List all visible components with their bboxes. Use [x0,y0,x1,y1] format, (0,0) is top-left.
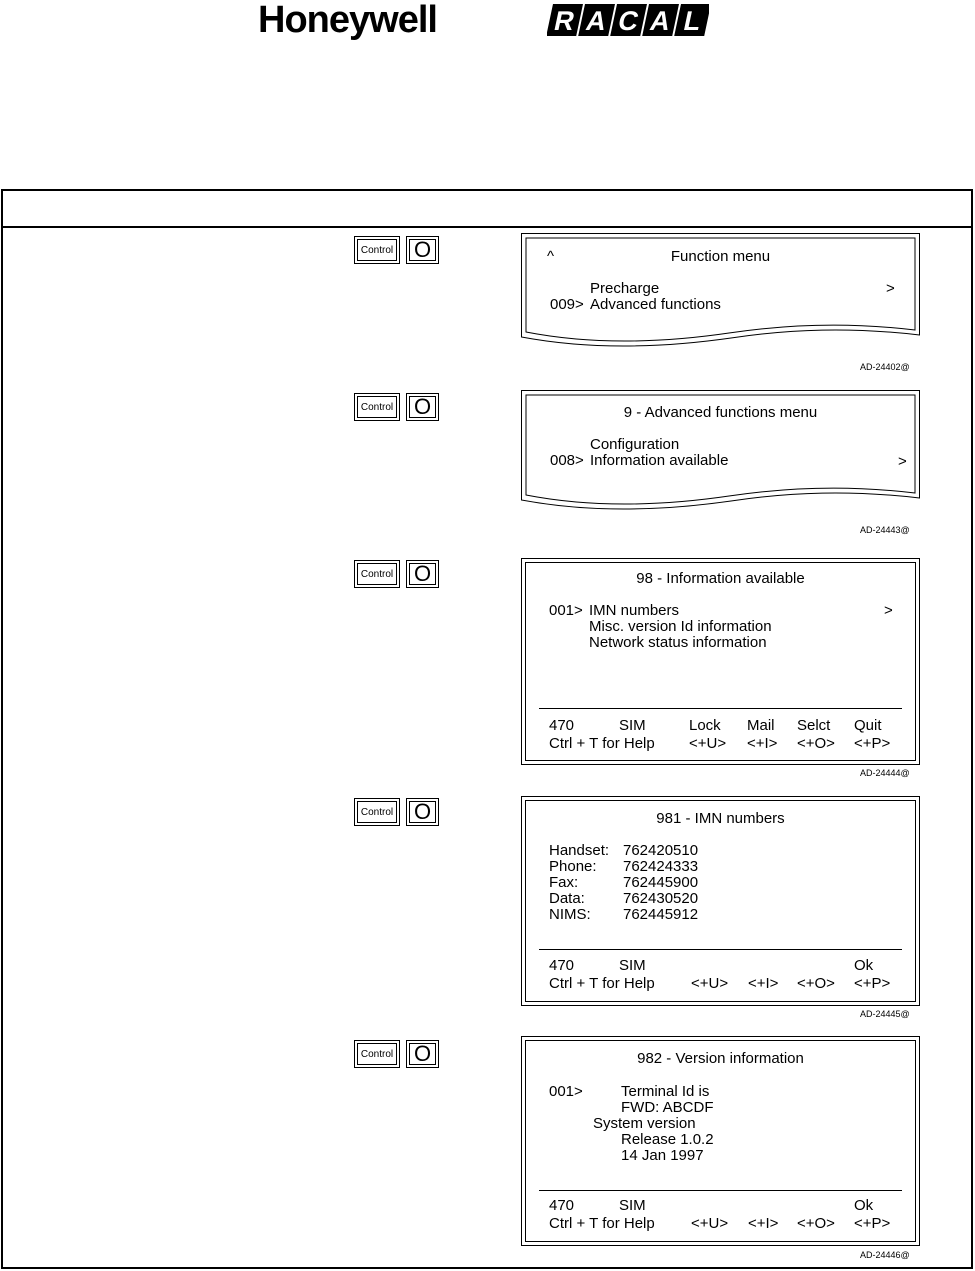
imn-value: 762445900 [623,874,699,891]
control-key: Control [354,560,400,588]
submenu-arrow: > [898,453,907,470]
shortcut-i: <+I> [748,1215,779,1232]
control-key: Control [354,798,400,826]
menu-item-configuration: Configuration [590,436,680,453]
svg-text:R: R [551,5,578,36]
softkey-mail: Mail [747,717,775,734]
softkey-lock: Lock [689,717,721,734]
menu-index: 001> [549,602,583,619]
screen-title: 982 - Version information [637,1050,804,1067]
control-key: Control [354,1040,400,1068]
screen-title: 981 - IMN numbers [656,810,785,827]
shortcut-p: <+P> [854,1215,891,1232]
scroll-up-indicator: ^ [547,248,555,265]
svg-text:A: A [583,5,610,36]
keypress-control-o-4 [354,798,439,826]
imn-value: 762445912 [623,906,699,923]
figure-id: AD-24445@ [860,1009,910,1019]
screen-information-available [521,558,920,765]
imn-value: 762424333 [623,858,699,875]
screen-imn-numbers [521,796,920,1006]
menu-item-precharge: Precharge [590,280,660,297]
o-key: O [406,393,439,421]
system-version-label: System version [593,1115,696,1132]
screen-function-menu [521,233,920,351]
menu-item-information-available: Information available [590,452,729,469]
imn-label: Handset: [549,842,610,859]
o-key: O [406,1040,439,1068]
menu-index: 009> [550,296,584,313]
shortcut-u: <+U> [691,975,729,992]
control-key: Control [354,393,400,421]
figure-id: AD-24446@ [860,1250,910,1260]
header-divider [1,226,973,228]
menu-item-advanced-functions: Advanced functions [590,296,721,313]
screen-title: 98 - Information available [636,570,805,587]
control-key: Control [354,236,400,264]
screen-title: 9 - Advanced functions menu [623,404,818,421]
softkey-quit: Quit [854,717,882,734]
menu-index: 001> [549,1083,583,1100]
help-hint: Ctrl + T for Help [549,735,655,752]
honeywell-logo: Honeywell [258,0,437,41]
status-sim: SIM [619,957,646,974]
menu-index: 008> [550,452,584,469]
menu-item-misc-version: Misc. version Id information [589,618,772,635]
screen-advanced-functions-menu [521,390,920,520]
terminal-id-value: FWD: ABCDF [621,1099,714,1116]
menu-item-network-status: Network status information [589,634,767,651]
help-hint: Ctrl + T for Help [549,975,655,992]
svg-text:L: L [680,5,704,36]
shortcut-o: <+O> [797,975,835,992]
imn-label: Fax: [549,874,579,891]
shortcut-o: <+O> [797,1215,835,1232]
menu-item-imn-numbers: IMN numbers [589,602,680,619]
submenu-arrow: > [886,280,895,297]
keypress-control-o-2 [354,393,439,421]
softkey-ok: Ok [854,1197,874,1214]
figure-id: AD-24402@ [860,362,910,372]
status-divider [539,949,902,950]
status-divider [539,708,902,709]
o-key: O [406,798,439,826]
shortcut-u: <+U> [689,735,727,752]
status-code: 470 [549,957,575,974]
shortcut-p: <+P> [854,975,891,992]
svg-text:C: C [615,5,642,36]
help-hint: Ctrl + T for Help [549,1215,655,1232]
status-divider [539,1190,902,1191]
keypress-control-o-5 [354,1040,439,1068]
release-date: 14 Jan 1997 [621,1147,704,1164]
shortcut-i: <+I> [748,975,779,992]
keypress-control-o-3 [354,560,439,588]
o-key: O [406,236,439,264]
screen-title: Function menu [670,248,771,265]
racal-logo [547,4,709,36]
imn-label: Phone: [549,858,597,875]
status-code: 470 [549,1197,575,1214]
shortcut-u: <+U> [691,1215,729,1232]
status-sim: SIM [619,717,646,734]
imn-value: 762420510 [623,842,699,859]
imn-label: Data: [549,890,585,907]
status-sim: SIM [619,1197,646,1214]
shortcut-p: <+P> [854,735,891,752]
screen-version-information [521,1036,920,1246]
figure-id: AD-24443@ [860,525,910,535]
softkey-ok: Ok [854,957,874,974]
shortcut-o: <+O> [797,735,835,752]
figure-id: AD-24444@ [860,768,910,778]
shortcut-i: <+I> [747,735,778,752]
submenu-arrow: > [884,602,893,619]
imn-label: NIMS: [549,906,591,923]
release-value: Release 1.0.2 [621,1131,714,1148]
status-code: 470 [549,717,575,734]
terminal-id-label: Terminal Id is [621,1083,710,1100]
keypress-control-o-1 [354,236,439,264]
imn-value: 762430520 [623,890,699,907]
svg-text:A: A [647,5,674,36]
o-key: O [406,560,439,588]
softkey-select: Selct [797,717,831,734]
